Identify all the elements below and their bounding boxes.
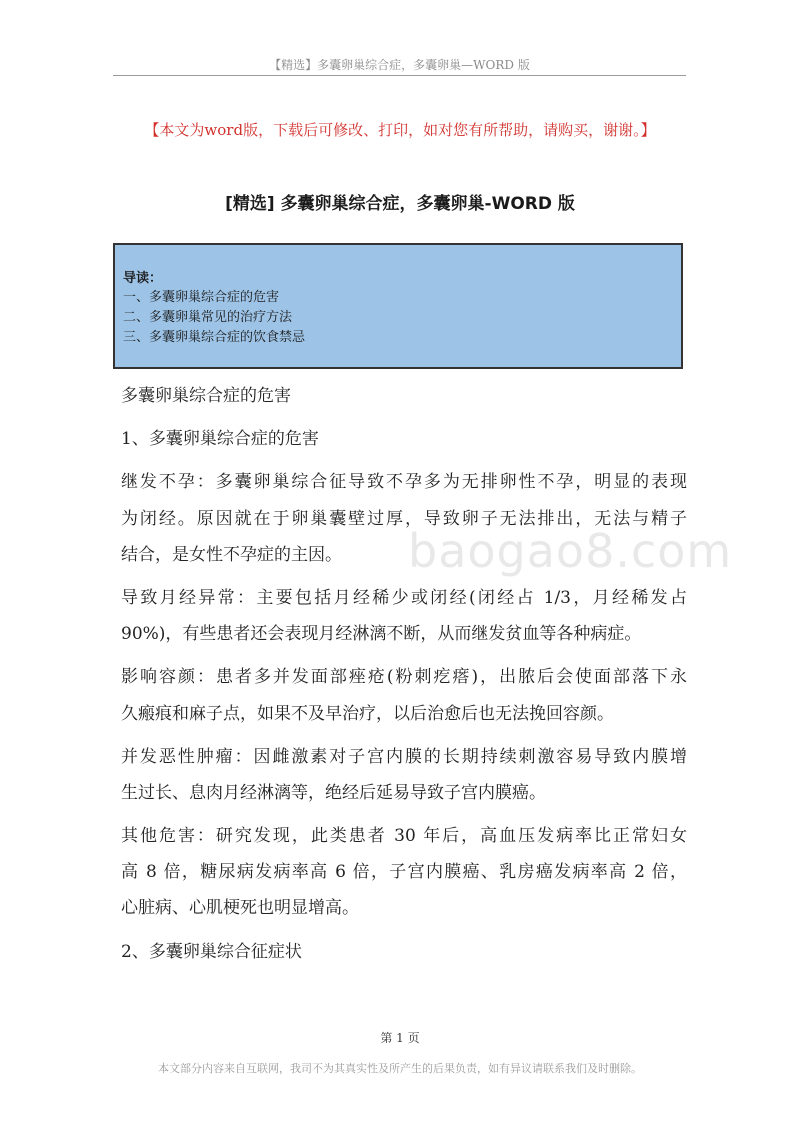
paragraph-line: 心脏病、心肌梗死也明显增高。: [121, 898, 359, 919]
paragraph-line: 影响容颜：患者多并发面部痤疮(粉刺疙瘩)，出脓后会使面部落下永: [121, 667, 687, 688]
header-divider: [113, 75, 686, 76]
page-number: 第 1 页: [380, 1031, 420, 1045]
running-header: 【精选】多囊卵巢综合症，多囊卵巢—WORD 版: [269, 58, 530, 72]
paragraph-other-risks: [121, 818, 687, 927]
paragraph-tumor: [121, 739, 687, 811]
purchase-notice: 【本文为word版，下载后可修改、打印，如对您有所帮助，请购买，谢谢。】: [144, 121, 656, 139]
paragraph-line: 90%)，有些患者还会表现月经淋漓不断，从而继发贫血等各种病症。: [121, 624, 642, 645]
body-content: [121, 378, 687, 970]
paragraph-menstrual: [121, 580, 687, 652]
section-heading: 多囊卵巢综合症的危害: [121, 386, 291, 406]
guide-box: [113, 243, 683, 369]
paragraph-line: 并发恶性肿瘤：因雌激素对子宫内膜的长期持续刺激容易导致内膜增: [121, 746, 687, 767]
paragraph-line: 继发不孕：多囊卵巢综合征导致不孕多为无排卵性不孕，明显的表现: [121, 472, 687, 493]
paragraph-line: 生过长、息肉月经淋漓等，绝经后延易导致子宫内膜癌。: [121, 782, 546, 803]
guide-heading: 导读：: [123, 271, 163, 286]
subheading-1: 1、多囊卵巢综合症的危害: [121, 429, 319, 450]
paragraph-line: 其他危害：研究发现，此类患者 30 年后，高血压发病率比正常妇女: [121, 826, 687, 847]
subheading-2: 2、多囊卵巢综合征症状: [121, 941, 302, 962]
footer-disclaimer: 本文部分内容来自互联网，我司不为其真实性及所产生的后果负责，如有异议请联系我们及时删除。: [158, 1062, 642, 1075]
watermark: baogao8.com: [408, 524, 733, 578]
guide-item: 三、多囊卵巢综合症的饮食禁忌: [123, 330, 306, 345]
paragraph-line: 为闭经。原因就在于卵巢囊壁过厚，导致卵子无法排出，无法与精子: [121, 508, 687, 529]
paragraph-line: 导致月经异常：主要包括月经稀少或闭经(闭经占 1/3，月经稀发占: [121, 587, 687, 608]
guide-item: 一、多囊卵巢综合症的危害: [123, 290, 280, 305]
paragraph-line: 结合，是女性不孕症的主因。: [121, 544, 342, 565]
document-title: [精选] 多囊卵巢综合症，多囊卵巢-WORD 版: [225, 194, 575, 214]
paragraph-appearance: [121, 659, 687, 731]
guide-item: 二、多囊卵巢常见的治疗方法: [123, 310, 293, 325]
paragraph-line: 久瘢痕和麻子点，如果不及早治疗，以后治愈后也无法挽回容颜。: [121, 703, 614, 724]
paragraph-line: 高 8 倍，糖尿病发病率高 6 倍，子宫内膜癌、乳房癌发病率高 2 倍，: [121, 862, 687, 883]
